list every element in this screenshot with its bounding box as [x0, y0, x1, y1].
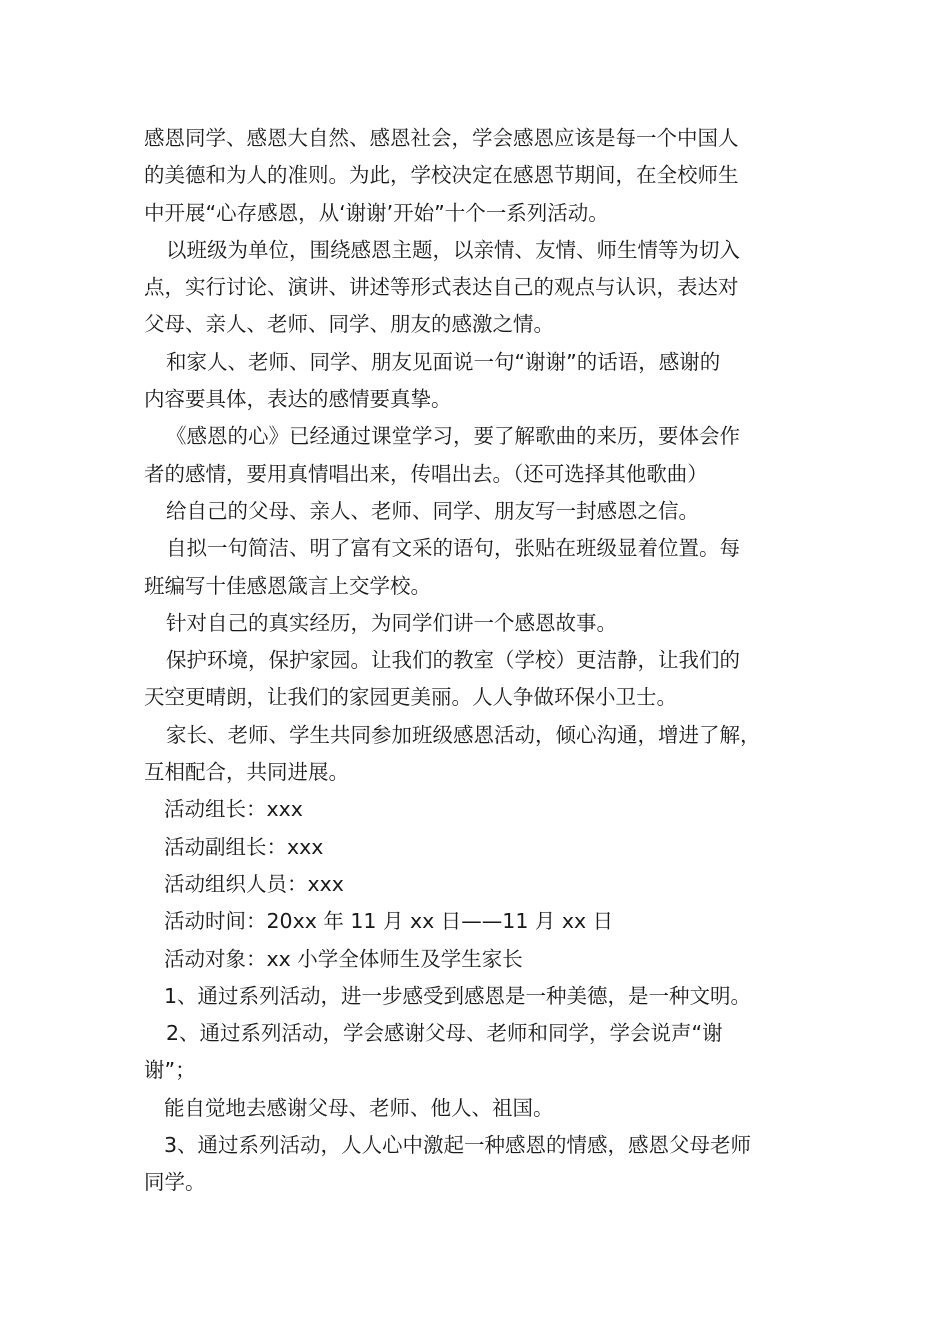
text-line: 活动对象：xx 小学全体师生及学生家长	[164, 946, 523, 971]
text-line: 1、通过系列活动，进一步感受到感恩是一种美德，是一种文明。	[164, 983, 752, 1008]
text-line: 者的感情，要用真情唱出来，传唱出去。（还可选择其他歌曲）	[144, 461, 708, 486]
document-body	[144, 120, 834, 1202]
text-line: 家长、老师、学生共同参加班级感恩活动，倾心沟通，增进了解，	[166, 722, 761, 747]
text-line: 父母、亲人、老师、同学、朋友的感激之情。	[144, 312, 554, 337]
text-line: 和家人、老师、同学、朋友见面说一句“谢谢”的话语，感谢的	[166, 349, 721, 374]
text-line: 活动组织人员：xxx	[164, 871, 344, 896]
text-line: 感恩同学、感恩大自然、感恩社会，学会感恩应该是每一个中国人	[144, 126, 739, 150]
text-line: 自拟一句简洁、明了富有文采的语句，张贴在班级显着位置。每	[166, 536, 740, 561]
text-line: 2、通过系列活动，学会感谢父母、老师和同学，学会说声“谢	[166, 1021, 723, 1046]
text-line: 班编写十佳感恩箴言上交学校。	[144, 573, 431, 598]
text-line: 《感恩的心》已经通过课堂学习，要了解歌曲的来历，要体会作	[166, 424, 740, 449]
text-line: 能自觉地去感谢父母、老师、他人、祖国。	[164, 1095, 554, 1120]
text-line: 的美德和为人的准则。为此，学校决定在感恩节期间，在全校师生	[144, 163, 739, 188]
text-line: 中开展“心存感恩，从‘谢谢’开始”十个一系列活动。	[144, 200, 609, 225]
text-line: 给自己的父母、亲人、老师、同学、朋友写一封感恩之信。	[166, 498, 699, 523]
text-line: 3、通过系列活动，人人心中激起一种感恩的情感，感恩父母老师	[164, 1133, 752, 1158]
text-line: 内容要具体，表达的感情要真挚。	[144, 387, 452, 412]
text-line: 天空更晴朗，让我们的家园更美丽。人人争做环保小卫士。	[144, 685, 677, 710]
text-line: 同学。	[144, 1170, 206, 1195]
text-line: 保护环境，保护家园。让我们的教室（学校）更洁静，让我们的	[166, 648, 740, 673]
text-line: 互相配合，共同进展。	[144, 760, 349, 785]
text-line: 以班级为单位，围绕感恩主题，以亲情、友情、师生情等为切入	[166, 237, 740, 262]
text-line: 活动时间：20xx 年 11 月 xx 日——11 月 xx 日	[164, 909, 614, 934]
text-line: 点，实行讨论、演讲、讲述等形式表达自己的观点与认识，表达对	[144, 275, 739, 300]
text-line: 针对自己的真实经历，为同学们讲一个感恩故事。	[166, 610, 617, 635]
text-line: 谢”；	[144, 1058, 196, 1083]
text-line: 活动组长：xxx	[164, 797, 303, 822]
text-line: 活动副组长：xxx	[164, 834, 324, 859]
